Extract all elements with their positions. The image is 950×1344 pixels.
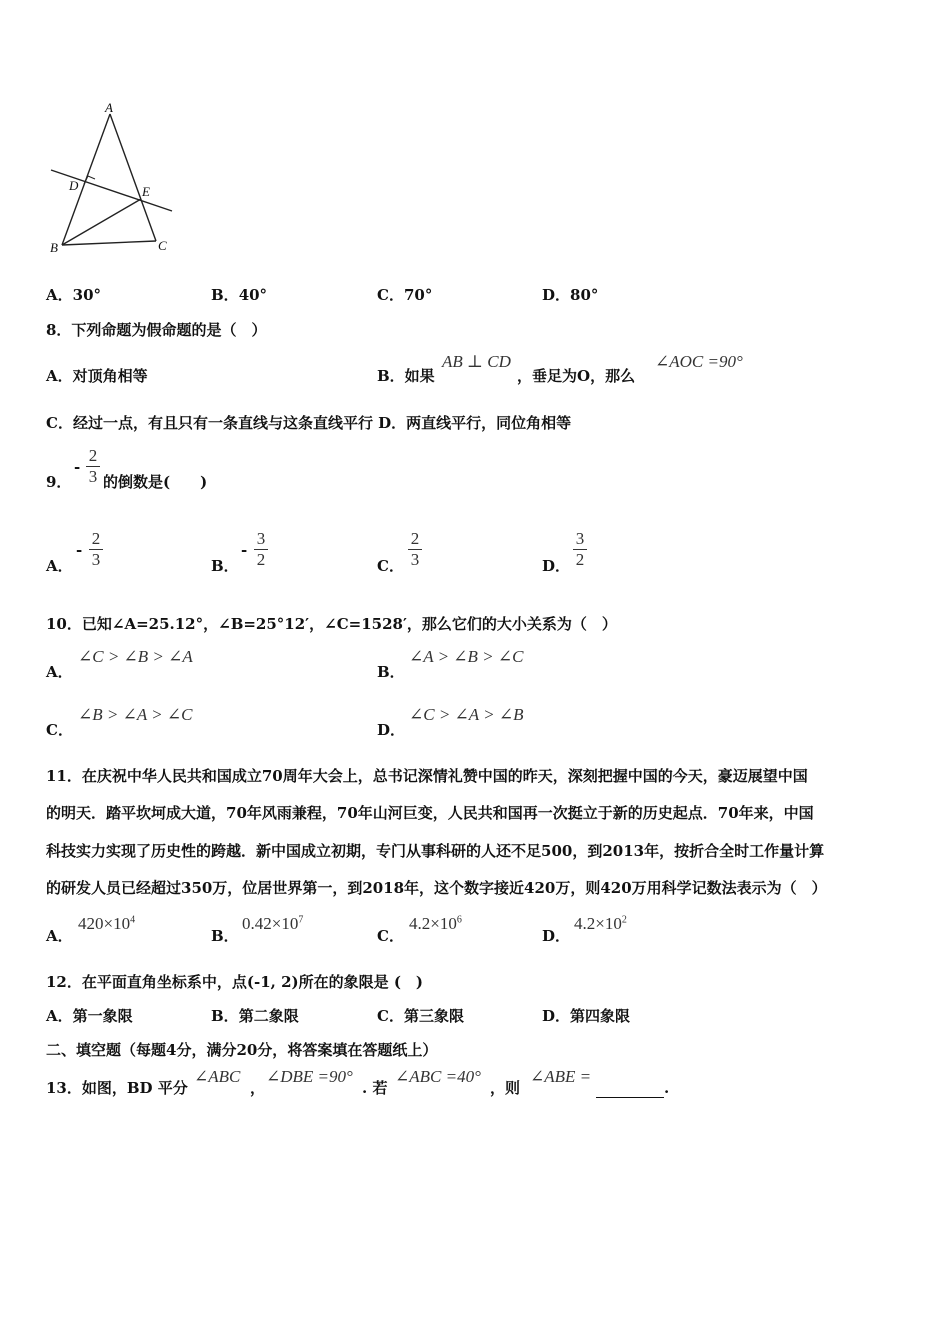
period: .: [664, 1079, 670, 1097]
segment-bc: [62, 241, 156, 245]
q12-option-c: C．第三象限: [377, 1007, 464, 1025]
q11-option-b-letter: B．: [211, 927, 239, 945]
answer-blank-line[interactable]: [596, 1083, 664, 1098]
q7-option-c: C．70°: [377, 286, 433, 304]
q9-neg: -: [74, 458, 81, 476]
denominator: 3: [410, 550, 420, 569]
label-a: A: [105, 100, 113, 115]
numerator: 2: [410, 529, 420, 548]
q13-if: . 若: [362, 1079, 388, 1097]
q8-option-b-mid: ，垂足为O，那么: [517, 367, 636, 385]
q9-option-b-letter: B．: [211, 557, 239, 575]
exponent: 6: [456, 914, 462, 926]
q9-option-c-letter: C．: [377, 557, 404, 575]
q9-numerator: 2: [88, 446, 98, 465]
numerator: 3: [575, 529, 585, 548]
q13-then: ，则: [490, 1079, 521, 1097]
q9-option-a-letter: A．: [46, 557, 73, 575]
q8-stem: 8．下列命题为假命题的是（ ）: [46, 321, 267, 339]
q11-option-b-math: [242, 914, 303, 934]
q9-number: 9．: [46, 473, 72, 491]
q12-option-d: D．第四象限: [542, 1007, 631, 1025]
triangle-figure: [45, 98, 185, 258]
q9-option-c-fraction: [408, 530, 422, 569]
q9-option-d-fraction: [573, 530, 587, 569]
label-c: C: [158, 238, 167, 253]
exponent: 4: [130, 914, 136, 926]
q8-options-c-d: C．经过一点，有且只有一条直线与这条直线平行 D．两直线平行，同位角相等: [46, 414, 572, 432]
q11-option-c-math: [409, 914, 462, 934]
q10-stem: 10．已知∠A=25.12°，∠B=25°12′，∠C=1528′，那么它们的大小关系为（ ）: [46, 615, 617, 633]
q9-option-b-neg: -: [241, 541, 248, 559]
segment-be: [62, 199, 141, 245]
q12-option-a: A．第一象限: [46, 1007, 133, 1025]
q10-option-b-letter: B．: [377, 663, 405, 681]
base: 0.42×10: [242, 914, 299, 933]
q10-option-c-letter: C．: [46, 721, 73, 739]
base: 420×10: [78, 914, 131, 933]
q11-line-4: 的研发人员已经超过350万，位居世界第一，到2018年，这个数字接近420万，则420万用科学记数法表示为（ ）: [46, 879, 827, 897]
denominator: 2: [575, 550, 585, 569]
q13-answer-blank[interactable]: [596, 1078, 669, 1098]
numerator: 3: [256, 529, 266, 548]
q11-option-c-letter: C．: [377, 927, 404, 945]
exponent: 7: [298, 914, 304, 926]
q12-option-b: B．第二象限: [211, 1007, 299, 1025]
q13-lead: 13．如图，BD 平分: [46, 1079, 188, 1097]
q13-math-4: ∠ABE =: [530, 1067, 592, 1086]
section-2-title: 二、填空题（每题4分，满分20分，将答案填在答题纸上）: [46, 1041, 438, 1059]
q10-option-a-math: ∠C > ∠B > ∠A: [78, 647, 193, 666]
q9-fraction: [86, 447, 100, 486]
q9-stem-tail: 的倒数是( ): [103, 473, 208, 491]
q9-denominator: 3: [88, 467, 98, 486]
q11-option-a-letter: A．: [46, 927, 73, 945]
label-b: B: [50, 240, 58, 255]
q10-option-b-math: ∠A > ∠B > ∠C: [409, 647, 524, 666]
q7-option-a: A．30°: [46, 286, 102, 304]
q10-option-c-math: ∠B > ∠A > ∠C: [78, 705, 193, 724]
label-e: E: [142, 184, 150, 199]
q11-option-d-letter: D．: [542, 927, 571, 945]
q8-option-a: A．对顶角相等: [46, 367, 148, 385]
denominator: 2: [256, 550, 266, 569]
q10-option-a-letter: A．: [46, 663, 73, 681]
q8-option-b-lead: B．如果: [377, 367, 435, 385]
q11-line-3: 科技实力实现了历史性的跨越．新中国成立初期，专门从事科研的人还不足500，到2013年，按折合全时工作量计算: [46, 842, 825, 860]
q13-math-3: ∠ABC =40°: [395, 1067, 481, 1086]
q10-option-d-letter: D．: [377, 721, 406, 739]
q9-option-d-letter: D．: [542, 557, 571, 575]
q13-math-1: ∠ABC: [194, 1067, 241, 1086]
segment-ac: [110, 114, 156, 241]
q13-math-2: ∠DBE =90°: [266, 1067, 353, 1086]
q12-stem: 12．在平面直角坐标系中，点(-1, 2)所在的象限是 ( ): [46, 973, 424, 991]
q7-option-d: D．80°: [542, 286, 599, 304]
q8-option-b-math1: AB ⊥ CD: [442, 352, 511, 371]
exponent: 2: [621, 914, 627, 926]
q11-line-1: 11．在庆祝中华人民共和国成立70周年大会上，总书记深情礼赞中国的昨天，深刻把握中国的今天，豪迈展望中国: [46, 767, 808, 785]
q10-option-d-math: ∠C > ∠A > ∠B: [409, 705, 524, 724]
base: 4.2×10: [409, 914, 457, 933]
q11-option-d-math: [574, 914, 627, 934]
q11-option-a-math: [78, 914, 135, 934]
q9-option-b-fraction: [254, 530, 268, 569]
base: 4.2×10: [574, 914, 622, 933]
q7-option-b: B．40°: [211, 286, 268, 304]
q13-comma-1: ，: [250, 1079, 266, 1097]
denominator: 3: [91, 550, 101, 569]
q9-option-a-fraction: [89, 530, 103, 569]
numerator: 2: [91, 529, 101, 548]
q8-option-b-math2: ∠AOC =90°: [655, 352, 743, 371]
label-d: D: [69, 178, 79, 193]
q11-line-2: 的明天．踏平坎坷成大道，70年风雨兼程，70年山河巨变，人民共和国再一次挺立于新的历史起点．70年来，中国: [46, 804, 814, 822]
q9-option-a-neg: -: [76, 541, 83, 559]
